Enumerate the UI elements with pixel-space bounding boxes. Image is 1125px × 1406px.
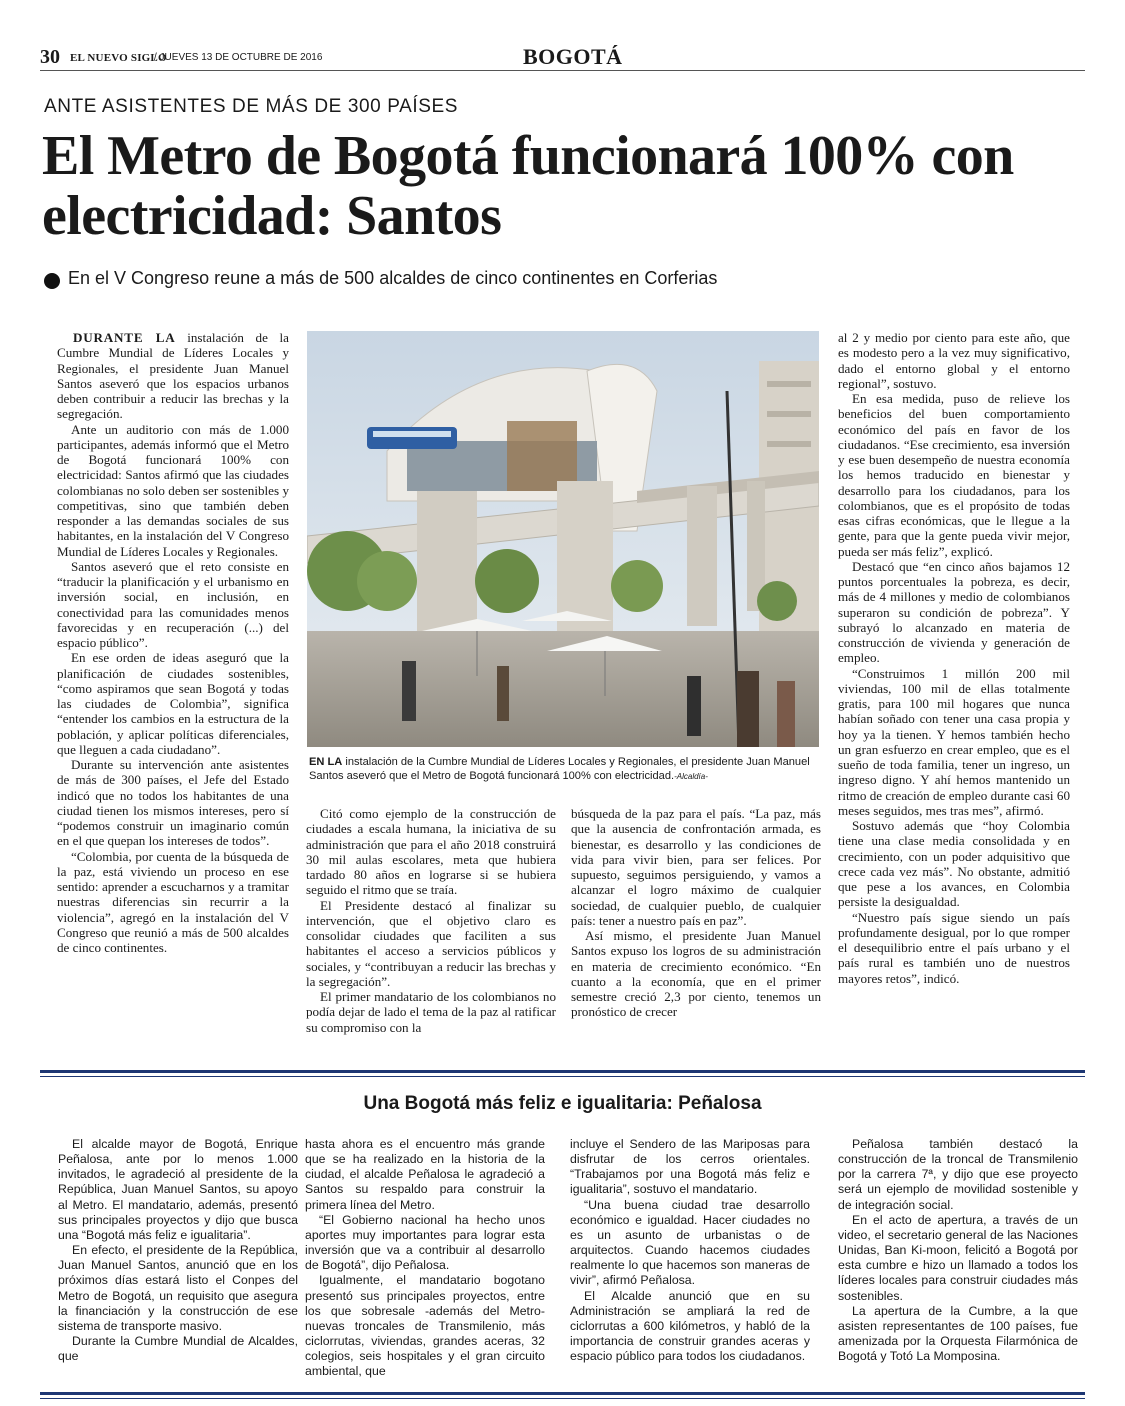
article-paragraph: Durante su intervención ante asistentes de más de 300 países, el Jefe del Estado indicó que no todos los habitantes de una ciudad tienen los mismos intereses, pero sí “podemos construir un imaginario común en el que quepan los intereses de todos”. bbox=[57, 757, 289, 849]
article-paragraph: “Construimos 1 millón 200 mil viviendas, 100 mil de ellas totalmente gratis, para 100 mil hogares que nunca habían soñado con tener una casa propia y hoy ya la tienen. Y hemos también hecho un gran esfuerzo en crear empleo, que es el sueño de toda familia, tener un ingreso, un ingreso digno. Y ahí hemos mantenido un ritmo de creación de empleo durante casi 60 meses seguidos, mes tras mes”, afirmó. bbox=[838, 665, 1070, 818]
sidebar-column-4 bbox=[838, 1137, 1078, 1364]
metro-train bbox=[367, 427, 457, 449]
metro-rendering-photo bbox=[307, 331, 819, 747]
article-paragraph: Santos aseveró que el reto consiste en “traducir la planificación y el urbanismo en inversión social, en inclusión, en conectividad para las comunidades menos favorecidas y en recuperación (...) del espacio público”. bbox=[57, 558, 289, 650]
caption-lead: EN LA bbox=[309, 756, 343, 768]
sidebar-paragraph: En efecto, el presidente de la República, Juan Manuel Santos, anunció que en los próximos días estará listo el Conpes del Metro de Bogotá, un requisito que asegura la financiación y la construcción de ese sistema de transporte masivo. bbox=[58, 1243, 298, 1333]
article-paragraph: En ese orden de ideas aseguró que la planificación de ciudades sostenibles, “como aspiramos que sean Bogotá y todas las ciudades de Colombia”, significa “entender los cambios en la estructura de la población, y aplicar políticas diferenciales, que lleguen a cada ciudadano”. bbox=[57, 650, 289, 757]
article-paragraph: El primer mandatario de los colombianos no podía dejar de lado el tema de la paz al ratificar su compromiso con la bbox=[306, 989, 556, 1035]
sidebar-paragraph: El Alcalde anunció que en su Administración se ampliará la red de ciclorrutas a 600 kilómetros, y habló de la importancia de construir grandes aceras y espacio público para todos los ciudadanos. bbox=[570, 1288, 810, 1364]
sidebar-paragraph: hasta ahora es el encuentro más grande que se ha realizado en la historia de la ciudad, el alcalde Peñalosa le agradeció a Santos su respaldo para construir la primera línea del Metro. bbox=[305, 1137, 545, 1212]
sidebar-paragraph: En el acto de apertura, a través de un video, el secretario general de las Naciones Unidas, Ban Ki-moon, felicitó a Bogotá por esta cumbre e hizo un llamado a todos los líderes locales para construir ciudades más sostenibles. bbox=[838, 1212, 1078, 1303]
photo-credit: -Alcaldía- bbox=[674, 772, 708, 781]
article-paragraph: En esa medida, puso de relieve los beneficios del buen comportamiento económico del país en favor de los ciudadanos. “Ese crecimiento, esa inversión y ese buen desempeño de nuestra economía los hemos traducido en bienestar y desarrollo para los ciudadanos, para los colombianos, que es el propósito de todas esas cifras económicas, que le llegue a la gente, para que la gente pueda vivir mejor, pueda ser más feliz”, explicó. bbox=[838, 391, 1070, 559]
article-column-2 bbox=[306, 806, 556, 1035]
section-title: BOGOTÁ bbox=[523, 44, 623, 69]
sidebar-paragraph: Durante la Cumbre Mundial de Alcaldes, que bbox=[58, 1334, 298, 1364]
section-divider bbox=[40, 1076, 1085, 1077]
sidebar-headline: Una Bogotá más feliz e igualitaria: Peñalosa bbox=[363, 1093, 762, 1114]
article-kicker: ANTE ASISTENTES DE MÁS DE 300 PAÍSES bbox=[44, 96, 459, 117]
article-paragraph: al 2 y medio por ciento para este año, que es modesto pero a la vez muy significativo, dado el entorno global y el entorno regional”, sostuvo. bbox=[838, 330, 1070, 391]
section-divider bbox=[40, 1392, 1085, 1395]
sidebar-paragraph: Peñalosa también destacó la construcción de la troncal de Transmilenio por la carrera 7ª, y dijo que ese proyecto será un ejemplo de movilidad sostenible y de integración social. bbox=[838, 1137, 1078, 1212]
article-paragraph: búsqueda de la paz para el país. “La paz, más que la ausencia de confrontación armada, es bienestar, es desarrollo y las condiciones de vida para vivir bien, para ser felices. Por supuesto, seguimos persiguiendo, y vamos a alcanzar el logro máximo de cualquier sociedad, de cualquier pueblo, de cualquier país: tener a nuestro país en paz”. bbox=[571, 806, 821, 928]
lead-text: instalación de la Cumbre Mundial de Líderes Locales y Regionales, el presidente Juan Manuel Santos aseveró que los espacios urbanos deben contribuir a reducir las brechas y la segregación. bbox=[57, 330, 289, 422]
bullet-icon bbox=[44, 273, 60, 289]
caption-text: instalación de la Cumbre Mundial de Líderes Locales y Regionales, el presidente Juan Manuel Santos aseveró que el Metro de Bogotá funcionará 100% con electricidad. bbox=[309, 756, 810, 782]
sidebar-column-1 bbox=[58, 1137, 298, 1364]
article-headline: El Metro de Bogotá funcionará 100% con electricidad: Santos bbox=[42, 125, 1014, 247]
sidebar-paragraph: El alcalde mayor de Bogotá, Enrique Peñalosa, ante por lo menos 1.000 invitados, le agradeció al presidente de la República, Juan Manuel Santos, su apoyo al Metro. El mandatario, además, presentó sus principales proyectos y dijo que busca una “Bogotá más feliz e igualitaria”. bbox=[58, 1137, 298, 1242]
metro-illustration bbox=[307, 331, 819, 747]
article-paragraph: “Nuestro país sigue siendo un país profundamente desigual, por lo que romper el desequilibrio entre el país urbano y el país rural es también uno de nuestros mayores retos”, indicó. bbox=[838, 909, 1070, 986]
newspaper-name: EL NUEVO SIGLO bbox=[70, 52, 167, 64]
article-column-3 bbox=[571, 806, 821, 1020]
article-paragraph bbox=[57, 330, 289, 422]
article-deck: En el V Congreso reune a más de 500 alcaldes de cinco continentes en Corferias bbox=[68, 268, 718, 288]
page-number: 30 bbox=[40, 46, 60, 68]
photo-caption bbox=[309, 755, 817, 784]
lead-caps: DURANTE LA bbox=[73, 330, 176, 345]
sidebar-paragraph: La apertura de la Cumbre, a la que asisten representantes de 100 países, fue amenizada por la Orquesta Filarmónica de Bogotá y Totó La Momposina. bbox=[838, 1303, 1078, 1364]
sidebar-column-2 bbox=[305, 1137, 545, 1380]
article-paragraph: “Colombia, por cuenta de la búsqueda de la paz, está viviendo un proceso en ese sentido: aprender a escucharnos y a tramitar nuestras diferencias sin recurrir a la violencia”, agregó en la instalación del V Congreso que reunió a más de 500 alcaldes de cinco continentes. bbox=[57, 848, 289, 955]
sidebar-paragraph: Igualmente, el mandatario bogotano presentó sus principales proyectos, entre los que sobresale -además del Metro- nuevas troncales de Transmilenio, más ciclorrutas, viviendas, grandes aceras, 32 colegios, seis hospitales y el gran circuito ambiental, que bbox=[305, 1273, 545, 1379]
article-paragraph: El Presidente destacó al finalizar su intervención, que el objetivo claro es consolidar ciudades que faciliten a sus habitantes el acceso a servicios públicos y sociales, y “contribuyan a reducir las brechas y la segregación”. bbox=[306, 897, 556, 989]
sidebar-paragraph: “El Gobierno nacional ha hecho unos aportes muy importantes para lograr esta inversión que va a contribuir al desarrollo de Bogotá”, dijo Peñalosa. bbox=[305, 1212, 545, 1273]
section-divider bbox=[40, 1398, 1085, 1399]
article-paragraph: Ante un auditorio con más de 1.000 participantes, además informó que el Metro de Bogotá funcionará 100% con electricidad: Santos afirmó que las ciudades colombianas no solo deben ser sostenibles y competitivas, sino que también deben responder a las demandas sociales de sus habitantes, en la instalación del V Congreso Mundial de Líderes Locales y Regionales. bbox=[57, 421, 289, 559]
sidebar-paragraph: “Una buena ciudad trae desarrollo económico e igualdad. Hacer ciudades no es un asunto de urbanistas o de arquitectos. Cuando hacemos ciudades realmente lo que hacemos son maneras de vivir”, afirmó Peñalosa. bbox=[570, 1197, 810, 1288]
sidebar-paragraph: incluye el Sendero de las Mariposas para disfrutar de los cerros orientales. “Trabajamos por una Bogotá más feliz e igualitaria”, sostuvo el mandatario. bbox=[570, 1137, 810, 1197]
section-divider bbox=[40, 1070, 1085, 1073]
sidebar-column-3 bbox=[570, 1137, 810, 1364]
article-paragraph: Citó como ejemplo de la construcción de ciudades a escala humana, la iniciativa de su administración que para el año 2018 construirá 30 mil aulas escolares, meta que hubiera tardado 80 años en lograrse si se hubiera seguido el ritmo que se traía. bbox=[306, 806, 556, 898]
article-paragraph: Destacó que “en cinco años bajamos 12 puntos porcentuales la pobreza, es decir, más de 4 millones y medio de colombianos superaron su condición de pobreza”. Y subrayó lo alcanzado en materia de construcción de vivienda y generación de empleo. bbox=[838, 558, 1070, 666]
article-paragraph: Sostuvo además que “hoy Colombia tiene una clase media consolidada y en crecimiento, con un poder adquisitivo que crece cada vez más”. No obstante, admitió que pese a los avances, en Colombia persiste la desigualdad. bbox=[838, 818, 1070, 910]
article-column-4 bbox=[838, 330, 1070, 986]
header-rule bbox=[40, 70, 1085, 71]
article-column-1 bbox=[57, 330, 289, 955]
article-paragraph: Así mismo, el presidente Juan Manuel Santos expuso los logros de su administración en materia de crecimiento económico. “En cuanto a la economía, que en el primer semestre creció 2,3 por ciento, tenemos un pronóstico de crecer bbox=[571, 928, 821, 1020]
issue-date: / JUEVES 13 DE OCTUBRE DE 2016 bbox=[154, 52, 323, 63]
